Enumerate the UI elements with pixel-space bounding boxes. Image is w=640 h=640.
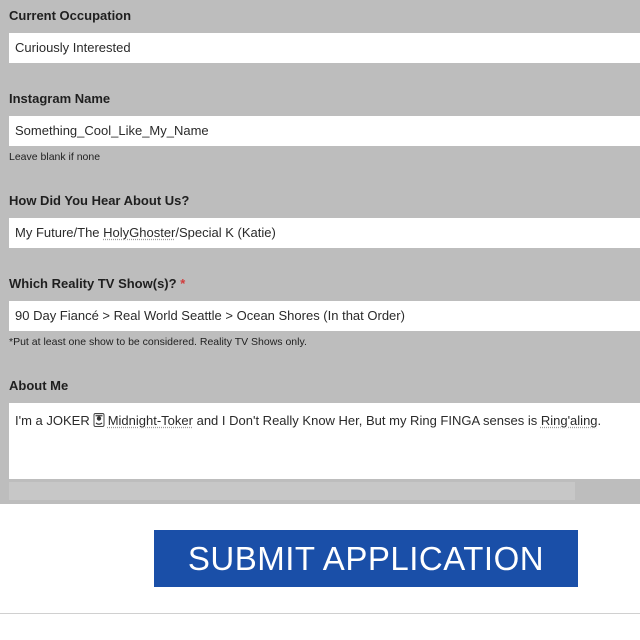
referral-field[interactable]: [9, 218, 640, 248]
shows-hint: *Put at least one show to be considered. Reality TV Shows only.: [9, 336, 307, 348]
referral-value-prefix: My Future/The: [15, 225, 104, 240]
instagram-hint: Leave blank if none: [9, 151, 101, 163]
textarea-resize-strip: [9, 482, 575, 500]
required-marker: *: [180, 276, 186, 291]
referral-value-suffix: /Special K (Katie): [175, 225, 276, 240]
footer-divider: [0, 613, 640, 614]
instagram-field[interactable]: Something_Cool_Like_My_Name: [9, 116, 640, 146]
instagram-label: Instagram Name: [9, 91, 111, 106]
referral-value-misspelled: HolyGhoster: [103, 225, 176, 240]
about-label: About Me: [9, 378, 69, 393]
occupation-field[interactable]: Curiously Interested: [9, 33, 640, 63]
about-text-3: .: [597, 413, 602, 428]
about-text-misspelled-1: Midnight-Toker: [107, 413, 193, 428]
about-text-1: I'm a JOKER: [15, 413, 90, 428]
about-text-2: and I Don't Really Know Her, But my Ring FINGA senses is: [192, 413, 541, 428]
shows-field[interactable]: 90 Day Fiancé > Real World Seattle > Ocean Shores (In that Order): [9, 301, 640, 331]
referral-label: How Did You Hear About Us?: [9, 193, 190, 208]
shows-label: [9, 276, 185, 291]
shows-label-text: Which Reality TV Show(s)?: [9, 276, 177, 291]
occupation-label: Current Occupation: [9, 8, 132, 23]
submit-application-button[interactable]: SUBMIT APPLICATION: [154, 530, 578, 587]
about-textarea[interactable]: [9, 403, 640, 479]
about-text-misspelled-2: Ring'aling: [540, 413, 598, 428]
joker-card-emoji: [93, 413, 105, 427]
